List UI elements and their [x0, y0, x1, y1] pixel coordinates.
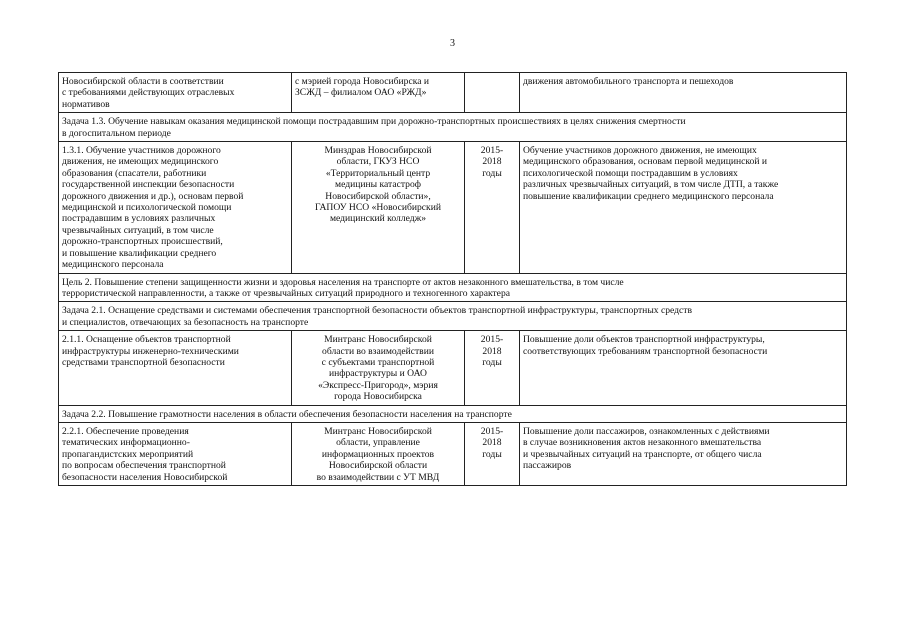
table-row [59, 331, 847, 405]
event-cell: Новосибирской области в соответствии с требованиями действующих отраслевых нормативов [59, 73, 292, 113]
period-cell: 2015- 2018 годы [465, 422, 520, 485]
table-row [59, 422, 847, 485]
executor-cell: с мэрией города Новосибирска и ЗСЖД – филиалом ОАО «РЖД» [292, 73, 465, 113]
task-row [59, 302, 847, 331]
page-number: 3 [450, 38, 455, 49]
table-row [59, 142, 847, 273]
table-row [59, 73, 847, 113]
event-cell: 1.3.1. Обучение участников дорожного движения, не имеющих медицинского образования (спасатели, работники государственной инспекции безопасности дорожного движения и др.), основам первой медицинской и психологической помощи пострадавшим в условиях различных чрезвычайных ситуаций, в том числе дорожно-транспортных происшествий, и повышение квалификации среднего медицинского персонала [59, 142, 292, 273]
event-cell: 2.1.1. Оснащение объектов транспортной инфраструктуры инженерно-техническими средствами транспортной безопасности [59, 331, 292, 405]
executor-cell: Минтранс Новосибирской области, управление информационных проектов Новосибирской области во взаимодействии с УТ МВД [292, 422, 465, 485]
goal-heading: Цель 2. Повышение степени защищенности жизни и здоровья населения на транспорте от актов незаконного вмешательства, в том числе террористической направленности, а также от чрезвычайных ситуаций природного и техногенного характера [59, 273, 847, 302]
period-cell: 2015- 2018 годы [465, 331, 520, 405]
plan-table [58, 72, 847, 486]
period-cell: 2015- 2018 годы [465, 142, 520, 273]
task-row [59, 405, 847, 422]
result-cell: Повышение доли пассажиров, ознакомленных с действиями в случае возникновения актов незаконного вмешательства и чрезвычайных ситуаций на транспорте, от общего числа пассажиров [520, 422, 847, 485]
task-heading: Задача 2.1. Оснащение средствами и системами обеспечения транспортной безопасности объектов транспортной инфраструктуры, транспортных средств и специалистов, отвечающих за безопасность на транспорте [59, 302, 847, 331]
result-cell: Повышение доли объектов транспортной инфраструктуры, соответствующих требованиям транспортной безопасности [520, 331, 847, 405]
goal-row [59, 273, 847, 302]
task-heading: Задача 1.3. Обучение навыкам оказания медицинской помощи пострадавшим при дорожно-транспортных происшествиях в целях снижения смертности в догоспитальном периоде [59, 113, 847, 142]
executor-cell: Минздрав Новосибирской области, ГКУЗ НСО «Территориальный центр медицины катастроф Новосибирской области», ГАПОУ НСО «Новосибирский медицинский колледж» [292, 142, 465, 273]
task-heading: Задача 2.2. Повышение грамотности населения в области обеспечения безопасности населения на транспорте [59, 405, 847, 422]
executor-cell: Минтранс Новосибирской области во взаимодействии с субъектами транспортной инфраструктуры и ОАО «Экспресс-Пригород», мэрия города Новосибирска [292, 331, 465, 405]
period-cell [465, 73, 520, 113]
result-cell: движения автомобильного транспорта и пешеходов [520, 73, 847, 113]
task-row [59, 113, 847, 142]
result-cell: Обучение участников дорожного движения, не имеющих медицинского образования, основам первой медицинской и психологической помощи пострадавшим в условиях различных чрезвычайных ситуаций, в том числе ДТП, а также повышение квалификации среднего медицинского персонала [520, 142, 847, 273]
event-cell: 2.2.1. Обеспечение проведения тематических информационно- пропагандистских мероприятий по вопросам обеспечения транспортной безопасности населения Новосибирской [59, 422, 292, 485]
